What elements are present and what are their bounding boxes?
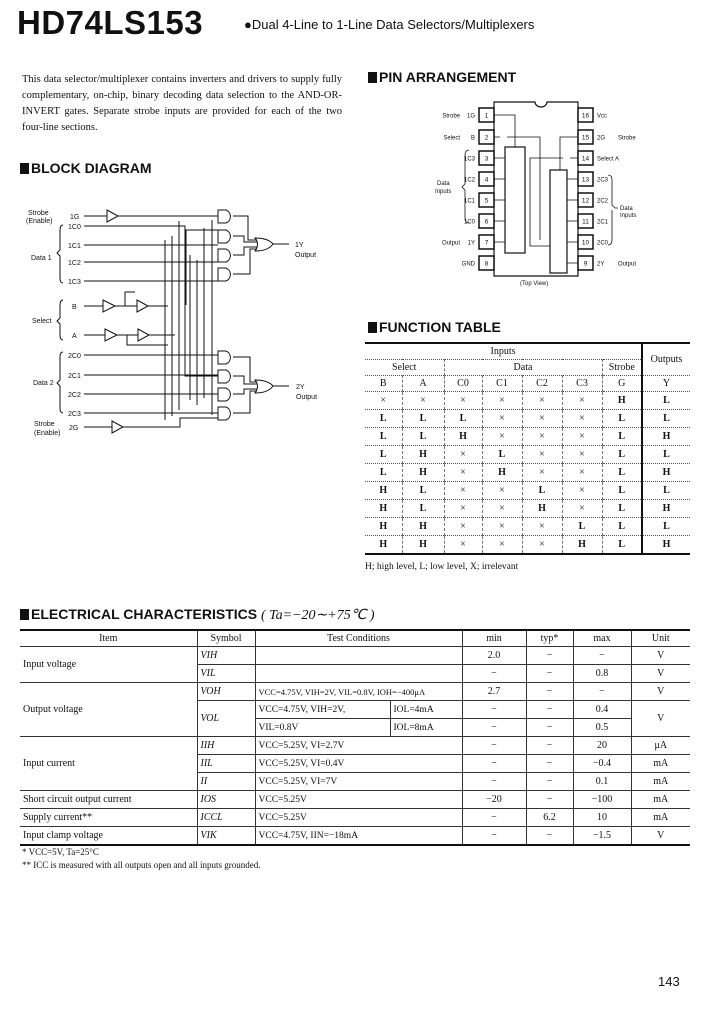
- pin-9: [578, 256, 636, 270]
- min-cell: −: [462, 665, 526, 683]
- typ-cell: −: [526, 737, 573, 755]
- symbol-cell: VIK: [197, 827, 255, 846]
- table-cell: L: [365, 410, 402, 428]
- pin-arrangement-diagram: [360, 100, 680, 300]
- data-header: Data: [444, 360, 602, 376]
- pin-number: 9: [583, 260, 588, 268]
- table-cell: ×: [482, 392, 522, 410]
- table-cell: ×: [522, 518, 562, 536]
- pin-number: 10: [581, 239, 590, 247]
- table-cell: L: [562, 518, 602, 536]
- table-cell: ×: [482, 518, 522, 536]
- block-diagram: [20, 200, 340, 445]
- typ-cell: −: [526, 773, 573, 791]
- symbol-cell: II: [197, 773, 255, 791]
- square-bullet-icon: [368, 322, 377, 333]
- pin-2: [443, 130, 494, 144]
- min-cell: 2.7: [462, 683, 526, 701]
- table-cell: L: [642, 446, 690, 464]
- condition-cell: VIL=0.8V: [255, 719, 390, 737]
- table-cell: L: [602, 446, 642, 464]
- table-row: [365, 482, 690, 500]
- min-cell: −: [462, 773, 526, 791]
- pin-arrangement-heading: PIN ARRANGEMENT: [368, 69, 516, 85]
- electrical-characteristics-table: [20, 629, 690, 846]
- typ-cell: −: [526, 647, 573, 665]
- table-cell: ×: [402, 392, 444, 410]
- max-cell: −: [573, 647, 631, 665]
- left-data-inputs-label: Data: [437, 181, 450, 187]
- table-cell: L: [642, 410, 690, 428]
- table-row: [20, 809, 690, 827]
- table-cell: H: [642, 536, 690, 555]
- min-cell: −: [462, 737, 526, 755]
- table-cell: L: [602, 500, 642, 518]
- table-row: [365, 518, 690, 536]
- max-cell: −: [573, 683, 631, 701]
- input-a-label: A: [72, 333, 77, 340]
- page-number: 143: [658, 974, 680, 989]
- typ-cell: −: [526, 719, 573, 737]
- min-cell: −: [462, 755, 526, 773]
- unit-cell: μA: [631, 737, 690, 755]
- table-cell: ×: [522, 392, 562, 410]
- condition-cell: [255, 647, 462, 665]
- table-cell: L: [602, 428, 642, 446]
- table-cell: L: [482, 446, 522, 464]
- strobe1-label: Strobe: [28, 210, 49, 217]
- table-row: [20, 683, 690, 701]
- item-cell: Short circuit output current: [20, 791, 197, 809]
- typ-cell: −: [526, 755, 573, 773]
- pin-name: 1C1: [463, 198, 475, 205]
- right-data-inputs-label-2: Inputs: [620, 213, 637, 219]
- max-cell: 0.8: [573, 665, 631, 683]
- max-cell: 10: [573, 809, 631, 827]
- enable2-label: (Enable): [34, 430, 61, 437]
- max-cell: 0.5: [573, 719, 631, 737]
- sub-condition-cell: IOL=8mA: [390, 719, 462, 737]
- table-cell: H: [602, 392, 642, 410]
- column-header-c1: C1: [482, 376, 522, 392]
- table-row: [365, 428, 690, 446]
- symbol-cell: VIH: [197, 647, 255, 665]
- typ-cell: −: [526, 791, 573, 809]
- output-1y-label: 1Y: [295, 242, 304, 249]
- table-cell: ×: [444, 446, 482, 464]
- table-cell: L: [602, 482, 642, 500]
- typ-cell: −: [526, 665, 573, 683]
- table-cell: L: [602, 518, 642, 536]
- table-cell: ×: [444, 464, 482, 482]
- pin-name: 1Y: [467, 240, 475, 247]
- item-cell: Input current: [20, 737, 197, 791]
- pin-5: [464, 193, 494, 207]
- table-cell: L: [602, 410, 642, 428]
- pin-name: B: [470, 135, 475, 142]
- input-1g-label: 1G: [70, 214, 80, 221]
- table-cell: ×: [482, 482, 522, 500]
- table-cell: ×: [482, 428, 522, 446]
- col-typ: typ*: [526, 630, 573, 647]
- pin-name: 1C3: [463, 156, 475, 163]
- pin-name: Select A: [597, 156, 620, 163]
- pin-name: GND: [461, 261, 475, 268]
- square-bullet-icon: [368, 72, 377, 83]
- condition-cell: [255, 665, 462, 683]
- input-2c0-label: 2C0: [68, 353, 81, 360]
- table-cell: H: [402, 536, 444, 555]
- select-header: Select: [365, 360, 444, 376]
- table-cell: ×: [522, 536, 562, 555]
- table-cell: H: [562, 536, 602, 555]
- pin-1: [442, 108, 494, 122]
- pin-name: 2C0: [597, 240, 609, 247]
- table-cell: H: [642, 428, 690, 446]
- typ-cell: −: [526, 683, 573, 701]
- function-table: [365, 342, 690, 555]
- table-cell: ×: [444, 518, 482, 536]
- pin-name: 1C2: [463, 177, 475, 184]
- outputs-header: Outputs: [642, 343, 690, 376]
- pin-number: 16: [581, 112, 590, 120]
- pin-16: [578, 108, 607, 122]
- table-cell: ×: [444, 536, 482, 555]
- input-1c0-label: 1C0: [68, 224, 81, 231]
- symbol-cell: IIH: [197, 737, 255, 755]
- pin-function: Output: [618, 261, 637, 268]
- input-1c1-label: 1C1: [68, 243, 81, 250]
- pin-function: Strobe: [442, 113, 460, 120]
- max-cell: 0.4: [573, 701, 631, 719]
- table-cell: L: [602, 464, 642, 482]
- intro-paragraph: This data selector/multiplexer contains inverters and drivers to supply fully complementary, on-chip, binary decoding data selection to the AND-OR-INVERT gates. Separate strobe inputs are provided for each of the two four-line sections.: [22, 74, 342, 133]
- pin-13: [578, 172, 609, 186]
- pin-name: 2C1: [597, 219, 609, 226]
- table-cell: L: [365, 464, 402, 482]
- unit-cell: mA: [631, 755, 690, 773]
- table-cell: ×: [562, 428, 602, 446]
- table-cell: ×: [522, 446, 562, 464]
- table-cell: ×: [562, 464, 602, 482]
- table-cell: H: [365, 518, 402, 536]
- table-row: [365, 392, 690, 410]
- symbol-cell: IIL: [197, 755, 255, 773]
- min-cell: −: [462, 701, 526, 719]
- symbol-cell: VOL: [197, 701, 255, 737]
- condition-cell: VCC=5.25V: [255, 791, 462, 809]
- max-cell: −100: [573, 791, 631, 809]
- select-label: Select: [32, 318, 52, 325]
- table-cell: H: [482, 464, 522, 482]
- table-cell: L: [444, 410, 482, 428]
- column-header-y: Y: [642, 376, 690, 392]
- table-cell: ×: [482, 536, 522, 555]
- table-cell: L: [402, 428, 444, 446]
- condition-cell: VCC=4.75V, VIH=2V, VIL=0.8V, IOH=−400μA: [255, 683, 462, 701]
- table-cell: ×: [482, 500, 522, 518]
- input-2c3-label: 2C3: [68, 411, 81, 418]
- pin-12: [578, 193, 609, 207]
- max-cell: −1.5: [573, 827, 631, 846]
- data1-label: Data 1: [31, 255, 52, 262]
- pin-number: 14: [581, 155, 590, 163]
- pin-6: [464, 214, 494, 228]
- pin-function: Select: [443, 135, 460, 142]
- pin-8: [462, 256, 494, 270]
- table-cell: ×: [444, 392, 482, 410]
- output-2y-caption: Output: [296, 394, 318, 401]
- square-bullet-icon: [20, 609, 29, 620]
- table-cell: L: [402, 500, 444, 518]
- table-cell: H: [642, 464, 690, 482]
- inputs-header: Inputs: [365, 343, 642, 360]
- table-cell: ×: [562, 482, 602, 500]
- min-cell: −: [462, 719, 526, 737]
- pin-function: Output: [441, 240, 460, 247]
- unit-cell: V: [631, 827, 690, 846]
- pin-number: 6: [484, 218, 489, 226]
- column-header-a: A: [402, 376, 444, 392]
- pin-number: 1: [484, 112, 489, 120]
- table-cell: L: [602, 536, 642, 555]
- condition-cell: VCC=5.25V, VI=2.7V: [255, 737, 462, 755]
- pin-7: [442, 235, 494, 249]
- table-cell: H: [402, 464, 444, 482]
- item-cell: Input clamp voltage: [20, 827, 197, 846]
- input-2c2-label: 2C2: [68, 392, 81, 399]
- input-1c3-label: 1C3: [68, 279, 81, 286]
- pin-number: 4: [484, 176, 489, 184]
- table-cell: L: [642, 518, 690, 536]
- unit-cell: V: [631, 683, 690, 701]
- table-cell: L: [402, 482, 444, 500]
- pin-3: [464, 151, 494, 165]
- table-cell: ×: [522, 464, 562, 482]
- pin-number: 11: [582, 218, 589, 226]
- col-symbol: Symbol: [197, 630, 255, 647]
- table-row: [365, 500, 690, 518]
- left-data-inputs-label-2: Inputs: [435, 189, 452, 195]
- table-row: [365, 536, 690, 555]
- strobe-header: Strobe: [602, 360, 642, 376]
- square-bullet-icon: [20, 163, 29, 174]
- sub-condition-cell: IOL=4mA: [390, 701, 462, 719]
- unit-cell: V: [631, 647, 690, 665]
- output-2y-label: 2Y: [296, 384, 305, 391]
- max-cell: 20: [573, 737, 631, 755]
- max-cell: −0.4: [573, 755, 631, 773]
- col-item: Item: [20, 630, 197, 647]
- column-header-c3: C3: [562, 376, 602, 392]
- electrical-heading: ELECTRICAL CHARACTERISTICS ( Ta=−20∼+75℃ ): [20, 606, 375, 624]
- table-cell: H: [444, 428, 482, 446]
- enable1-label: (Enable): [26, 218, 53, 225]
- table-cell: ×: [562, 410, 602, 428]
- unit-cell: mA: [631, 773, 690, 791]
- pin-15: [578, 130, 636, 144]
- table-cell: L: [365, 428, 402, 446]
- table-cell: L: [642, 392, 690, 410]
- table-row: [20, 737, 690, 755]
- footnote-2: ** ICC is measured with all outputs open and all inputs grounded.: [22, 860, 261, 870]
- table-cell: ×: [562, 500, 602, 518]
- pin-name: 2G: [597, 135, 606, 142]
- pin-10: [578, 235, 609, 249]
- max-cell: 0.1: [573, 773, 631, 791]
- pin-name: 2Y: [597, 261, 605, 268]
- col-min: min: [462, 630, 526, 647]
- function-table-note: H; high level, L; low level, X; irrelevant: [365, 562, 519, 572]
- table-cell: H: [365, 500, 402, 518]
- table-cell: H: [365, 482, 402, 500]
- pin-4: [464, 172, 494, 186]
- condition-cell: VCC=5.25V, VI=0.4V: [255, 755, 462, 773]
- table-row: [365, 464, 690, 482]
- col-max: max: [573, 630, 631, 647]
- pin-number: 8: [484, 260, 489, 268]
- table-cell: ×: [562, 392, 602, 410]
- item-cell: Supply current**: [20, 809, 197, 827]
- input-b-label: B: [72, 304, 77, 311]
- data2-label: Data 2: [33, 380, 54, 387]
- table-cell: H: [365, 536, 402, 555]
- min-cell: −: [462, 809, 526, 827]
- table-cell: L: [365, 446, 402, 464]
- unit-cell: mA: [631, 791, 690, 809]
- min-cell: −: [462, 827, 526, 846]
- table-cell: ×: [482, 410, 522, 428]
- table-row: [20, 791, 690, 809]
- subtitle-text: Dual 4-Line to 1-Line Data Selectors/Multiplexers: [251, 17, 535, 32]
- col-unit: Unit: [631, 630, 690, 647]
- pin-number: 15: [581, 134, 590, 142]
- input-2c1-label: 2C1: [68, 373, 81, 380]
- function-table-heading: FUNCTION TABLE: [368, 319, 501, 335]
- table-cell: L: [642, 482, 690, 500]
- condition-cell: VCC=4.75V, IIN=−18mA: [255, 827, 462, 846]
- pin-name: 2C2: [597, 198, 609, 205]
- part-number-title: HD74LS153: [17, 4, 204, 41]
- symbol-cell: VOH: [197, 683, 255, 701]
- table-cell: H: [402, 446, 444, 464]
- table-cell: ×: [365, 392, 402, 410]
- table-row: [20, 827, 690, 846]
- block-diagram-heading: BLOCK DIAGRAM: [20, 160, 152, 176]
- pin-name: 1G: [466, 113, 475, 120]
- condition-cell: VCC=5.25V, VI=7V: [255, 773, 462, 791]
- input-1c2-label: 1C2: [68, 260, 81, 267]
- output-1y-caption: Output: [295, 252, 317, 259]
- pin-number: 5: [484, 197, 489, 205]
- pin-number: 2: [484, 134, 489, 142]
- pin-name: Vcc: [597, 113, 608, 120]
- table-cell: ×: [444, 500, 482, 518]
- pin-number: 13: [581, 176, 590, 184]
- condition-cell: VCC=5.25V: [255, 809, 462, 827]
- table-cell: L: [522, 482, 562, 500]
- input-2g-label: 2G: [69, 425, 79, 432]
- strobe2-label: Strobe: [34, 421, 55, 428]
- pin-function: Strobe: [618, 135, 636, 142]
- typ-cell: 6.2: [526, 809, 573, 827]
- min-cell: 2.0: [462, 647, 526, 665]
- table-cell: ×: [562, 446, 602, 464]
- typ-cell: −: [526, 827, 573, 846]
- condition-cell: VCC=4.75V, VIH=2V,: [255, 701, 390, 719]
- unit-cell: V: [631, 701, 690, 737]
- table-row: [365, 410, 690, 428]
- symbol-cell: IOS: [197, 791, 255, 809]
- symbol-cell: ICCL: [197, 809, 255, 827]
- pin-14: [578, 151, 619, 165]
- column-header-g: G: [602, 376, 642, 392]
- item-cell: Output voltage: [20, 683, 197, 737]
- column-header-c0: C0: [444, 376, 482, 392]
- bullet-icon: ●: [244, 17, 252, 32]
- pin-11: [578, 214, 609, 228]
- table-cell: ×: [522, 410, 562, 428]
- footnote-1: * VCC=5V, Ta=25°C: [22, 847, 99, 857]
- table-cell: H: [522, 500, 562, 518]
- pin-name: 1C0: [463, 219, 475, 226]
- table-cell: L: [402, 410, 444, 428]
- table-cell: H: [642, 500, 690, 518]
- unit-cell: V: [631, 665, 690, 683]
- pin-number: 7: [484, 239, 489, 247]
- column-header-b: B: [365, 376, 402, 392]
- min-cell: −20: [462, 791, 526, 809]
- pin-number: 12: [581, 197, 590, 205]
- item-cell: Input voltage: [20, 647, 197, 683]
- typ-cell: −: [526, 701, 573, 719]
- table-row: [365, 446, 690, 464]
- table-row: [20, 647, 690, 665]
- temperature-condition: ( Ta=−20∼+75℃ ): [260, 608, 375, 623]
- pin-number: 3: [484, 155, 489, 163]
- right-data-inputs-label: Data: [620, 206, 633, 212]
- top-view-label: (Top View): [520, 281, 549, 287]
- col-test-conditions: Test Conditions: [255, 630, 462, 647]
- table-cell: ×: [522, 428, 562, 446]
- table-cell: H: [402, 518, 444, 536]
- table-cell: ×: [444, 482, 482, 500]
- column-header-c2: C2: [522, 376, 562, 392]
- subtitle: [244, 17, 534, 32]
- unit-cell: mA: [631, 809, 690, 827]
- pin-name: 2C3: [597, 177, 609, 184]
- symbol-cell: VIL: [197, 665, 255, 683]
